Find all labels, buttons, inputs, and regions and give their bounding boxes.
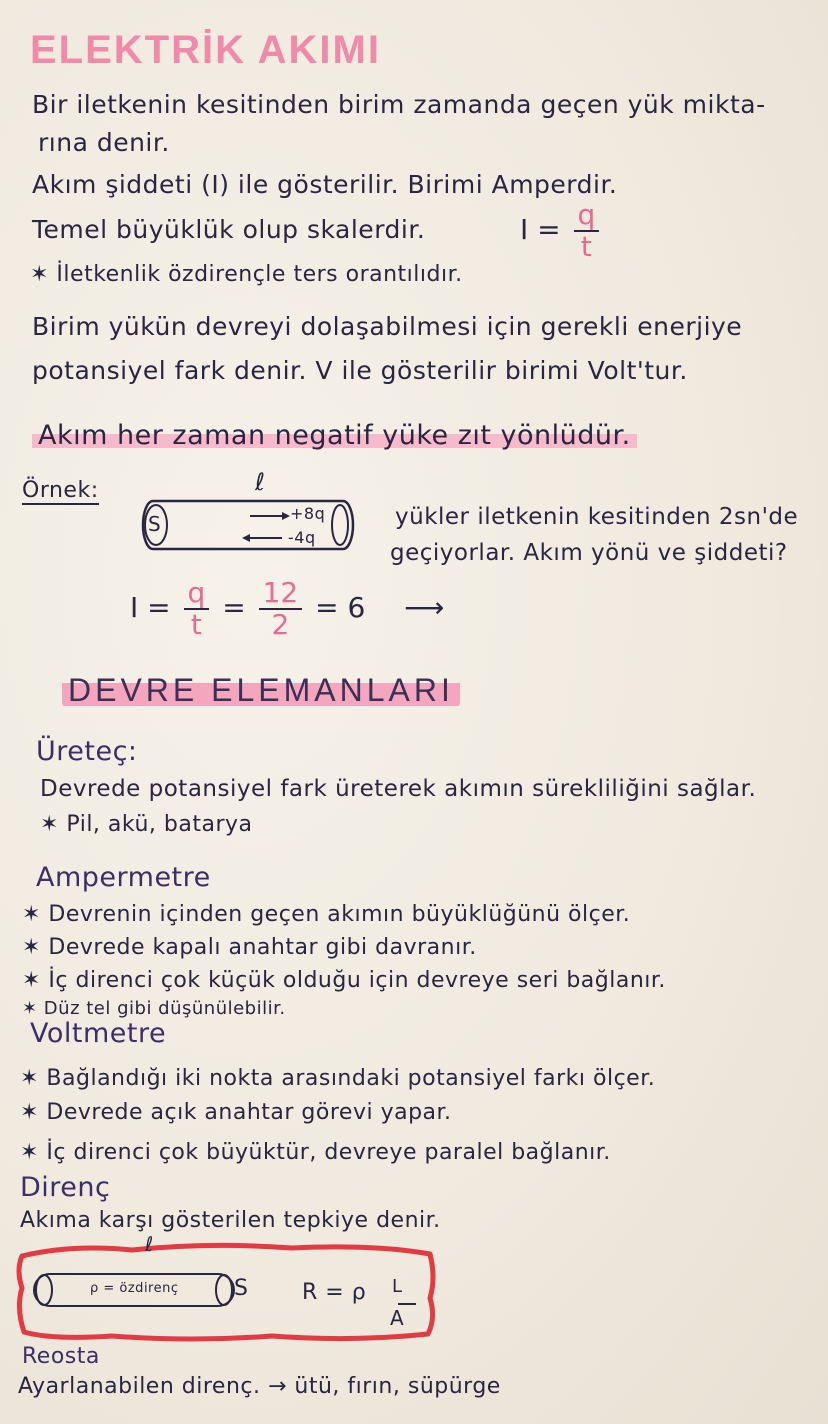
wire-diagram bbox=[140, 498, 360, 554]
voltmeter-point-2: ✶ Devrede açık anahtar görevi yapar. bbox=[20, 1100, 452, 1125]
highlight-border bbox=[19, 1245, 433, 1339]
section-title-text: DEVRE ELEMANLARI bbox=[62, 672, 460, 708]
example-text-1: yükler iletkenin kesitinden 2sn'de bbox=[395, 504, 799, 530]
resistivity-label: ρ = özdirenç bbox=[90, 1281, 179, 1296]
current-direction-text: Akım her zaman negatif yüke zıt yönlüdür. bbox=[32, 420, 637, 451]
voltmeter-heading: Voltmetre bbox=[30, 1018, 167, 1049]
solution-lhs: I = bbox=[130, 591, 171, 624]
resistance-heading: Direnç bbox=[20, 1172, 111, 1203]
potential-line-1: Birim yükün devreyi dolaşabilmesi için gerekli enerjiye bbox=[32, 312, 743, 341]
resistor-right-end bbox=[216, 1275, 232, 1305]
resistance-formula-den: A bbox=[390, 1306, 405, 1330]
generator-desc: Devrede potansiyel fark üreterek akımın sürekliliğini sağlar. bbox=[40, 776, 757, 802]
cross-section-label: S bbox=[148, 512, 162, 536]
resistance-formula-num: L bbox=[392, 1276, 403, 1297]
rheostat-desc: Ayarlanabilen direnç. → ütü, fırın, süpürge bbox=[18, 1374, 501, 1399]
resistance-desc: Akıma karşı gösterilen tepkiye denir. bbox=[20, 1208, 441, 1233]
negative-charge-label: -4q bbox=[288, 528, 316, 547]
solution-num-1: q bbox=[184, 578, 210, 610]
area-label: S bbox=[234, 1276, 249, 1301]
definition-line-2: rına denir. bbox=[38, 128, 170, 157]
example-solution bbox=[130, 578, 444, 640]
solution-den-1: t bbox=[190, 608, 202, 641]
resistance-box bbox=[12, 1238, 440, 1346]
formula-denominator: t bbox=[580, 230, 592, 263]
current-intensity-line: Akım şiddeti (I) ile gösterilir. Birimi Amperdir. bbox=[32, 170, 618, 199]
resistor-left-end bbox=[36, 1275, 52, 1305]
example-text-2: geçiyorlar. Akım yönü ve şiddeti? bbox=[390, 540, 788, 566]
conductivity-note: ✶ İletkenlik özdirençle ters orantılıdır. bbox=[30, 262, 463, 287]
potential-line-2: potansiyel fark denir. V ile gösterilir birimi Volt'tur. bbox=[32, 356, 688, 385]
ammeter-heading: Ampermetre bbox=[36, 862, 211, 893]
solution-arrow: ⟶ bbox=[404, 591, 445, 624]
formula-numerator: q bbox=[574, 200, 600, 232]
negative-arrow-head bbox=[242, 534, 250, 542]
resistance-formula-lhs: R = ρ bbox=[302, 1280, 367, 1305]
ammeter-point-4: ✶ Düz tel gibi düşünülebilir. bbox=[22, 998, 286, 1019]
rheostat-heading: Reosta bbox=[22, 1344, 100, 1369]
ammeter-point-2: ✶ Devrede kapalı anahtar gibi davranır. bbox=[22, 935, 477, 960]
ammeter-point-3: ✶ İç direnci çok küçük olduğu için devreye seri bağlanır. bbox=[22, 968, 666, 993]
solution-den-2: 2 bbox=[271, 608, 290, 641]
resistor-length-label: ℓ bbox=[145, 1232, 154, 1256]
generator-examples: ✶ Pil, akü, batarya bbox=[40, 812, 253, 837]
section-title bbox=[62, 672, 460, 709]
ammeter-point-1: ✶ Devrenin içinden geçen akımın büyüklüğünü ölçer. bbox=[22, 902, 631, 927]
current-direction-note bbox=[32, 420, 637, 451]
solution-eq-1: = bbox=[222, 591, 246, 624]
generator-heading: Üreteç: bbox=[36, 736, 138, 767]
wire-end bbox=[332, 505, 348, 545]
wire-length-label: ℓ bbox=[255, 468, 266, 496]
positive-charge-label: +8q bbox=[290, 504, 326, 523]
scalar-line: Temel büyüklük olup skalerdir. bbox=[32, 215, 426, 244]
definition-line-1: Bir iletkenin kesitinden birim zamanda geçen yük mikta- bbox=[32, 90, 766, 119]
formula-lhs: I = bbox=[520, 213, 561, 246]
page-title: ELEKTRİK AKIMI bbox=[30, 28, 381, 72]
current-formula bbox=[520, 200, 603, 262]
positive-arrow-head bbox=[282, 512, 290, 520]
voltmeter-point-1: ✶ Bağlandığı iki nokta arasındaki potansiyel farkı ölçer. bbox=[20, 1066, 656, 1091]
voltmeter-point-3: ✶ İç direnci çok büyüktür, devreye paralel bağlanır. bbox=[20, 1140, 611, 1165]
solution-eq-2: = 6 bbox=[315, 591, 366, 624]
solution-num-2: 12 bbox=[259, 578, 303, 610]
example-label: Örnek: bbox=[22, 478, 99, 503]
